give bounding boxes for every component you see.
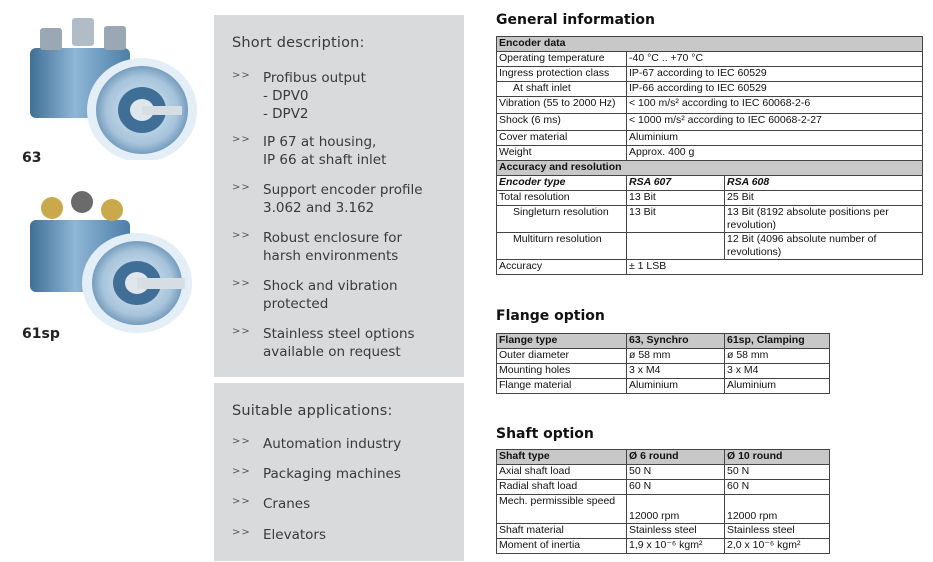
table-row: Axial shaft load 50 N 50 N xyxy=(497,465,830,480)
shaft-option-table: Shaft type Ø 6 round Ø 10 round Axial shaft load 50 N 50 N Radial shaft load 60 N 60 N Mech. permissible speed 12000 rpm 12000 rpm Shaft material Stainless steel Stainless steel Moment of inertia 1,9 x 10⁻⁶ kgm² 2,0 x 10⁻⁶ kgm² xyxy=(496,449,830,554)
table-row: Shock (6 ms) < 1000 m/s² according to IEC 60068-2-27 xyxy=(497,114,923,131)
flange-option-title: Flange option xyxy=(496,308,605,324)
table-row: Total resolution 13 Bit 25 Bit xyxy=(497,191,923,206)
table-row: Multiturn resolution 12 Bit (4096 absolute number of revolutions) xyxy=(497,233,923,260)
table-row: Vibration (55 to 2000 Hz) < 100 m/s² according to IEC 60068-2-6 xyxy=(497,97,923,114)
table-row: Outer diameter ø 58 mm ø 58 mm xyxy=(497,349,830,364)
table-row: Ingress protection class IP-67 according to IEC 60529 xyxy=(497,67,923,82)
table-row: Moment of inertia 1,9 x 10⁻⁶ kgm² 2,0 x 10⁻⁶ kgm² xyxy=(497,539,830,554)
table-row: Mech. permissible speed 12000 rpm 12000 rpm xyxy=(497,495,830,524)
flange-option-table: Flange type 63, Synchro 61sp, Clamping Outer diameter ø 58 mm ø 58 mm Mounting holes 3 x M4 3 x M4 Flange material Aluminium Aluminium xyxy=(496,333,830,394)
encoder-63-image xyxy=(12,10,202,160)
accuracy-header: Accuracy and resolution xyxy=(497,161,923,176)
short-description-panel: Short description: >> Profibus output - DPV0 - DPV2 >> IP 67 at housing, IP 66 at shaft inlet >> Support encoder profile 3.062 and 3.162 >> Robust enclosure for harsh environments >> Shock and vibration protected >> Stainless steel options available on request xyxy=(214,15,464,377)
table-row: At shaft inlet IP-66 according to IEC 60529 xyxy=(497,82,923,97)
table-row: Singleturn resolution 13 Bit 13 Bit (8192 absolute positions per revolution) xyxy=(497,206,923,233)
product-label-61sp: 61sp xyxy=(22,326,60,342)
table-row: Weight Approx. 400 g xyxy=(497,146,923,161)
table-row: Encoder type RSA 607 RSA 608 xyxy=(497,176,923,191)
encoder-data-header: Encoder data xyxy=(497,37,923,52)
table-row: Accuracy ± 1 LSB xyxy=(497,260,923,275)
short-description-title: Short description: xyxy=(232,35,365,51)
table-row: Flange material Aluminium Aluminium xyxy=(497,379,830,394)
table-row: Operating temperature -40 °C .. +70 °C xyxy=(497,52,923,67)
applications-panel: Suitable applications: >> Automation industry >> Packaging machines >> Cranes >> Elevators xyxy=(214,383,464,561)
general-information-table xyxy=(496,36,923,275)
shaft-option-title: Shaft option xyxy=(496,426,594,442)
table-row: Shaft material Stainless steel Stainless steel xyxy=(497,524,830,539)
table-row: Cover material Aluminium xyxy=(497,131,923,146)
encoder-61sp-image xyxy=(12,188,202,338)
table-row: Mounting holes 3 x M4 3 x M4 xyxy=(497,364,830,379)
product-label-63: 63 xyxy=(22,150,42,166)
table-row: Radial shaft load 60 N 60 N xyxy=(497,480,830,495)
general-information-title: General information xyxy=(496,12,655,28)
applications-title: Suitable applications: xyxy=(232,403,393,419)
